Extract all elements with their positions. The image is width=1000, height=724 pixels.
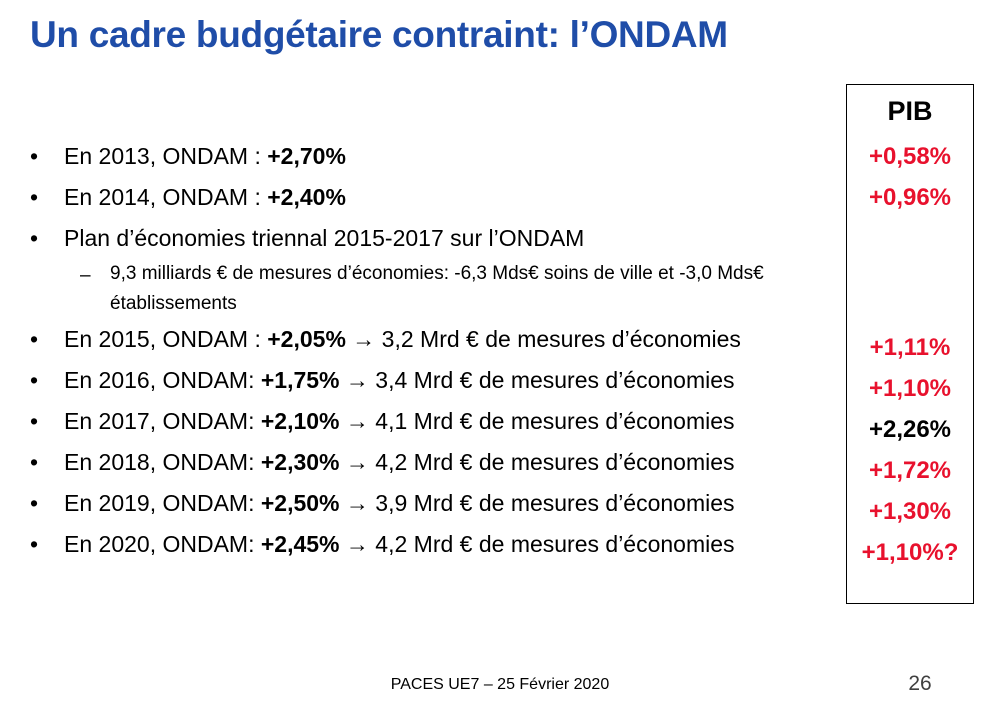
bullet-text-pre: 9,3 milliards € de mesures d’économies: -6,3 Mds€ soins de ville et -3,0 Mds€ établissements: [110, 263, 764, 314]
bullet-text-pre: En 2017, ONDAM:: [64, 408, 261, 434]
bullet-text: [64, 177, 346, 218]
pib-value: +0,96%: [868, 184, 952, 211]
bullet-text-emphasis: +2,50%: [260, 490, 340, 516]
bullet-text-post: → 4,2 Mrd € de mesures d’économies: [339, 531, 735, 557]
bullet-marker-icon: •: [30, 326, 39, 352]
bullet-text-pre: En 2014, ONDAM :: [64, 184, 268, 210]
bullet-text-emphasis: +2,10%: [260, 408, 340, 434]
bullet-text: [64, 218, 584, 259]
pib-value: +1,10%?: [861, 539, 959, 566]
pib-value: +1,72%: [868, 457, 952, 484]
bullet-text-pre: En 2013, ONDAM :: [64, 143, 268, 169]
bullet-list: [24, 136, 844, 565]
bullet-item: [24, 136, 844, 177]
bullet-text-pre: En 2016, ONDAM:: [64, 367, 261, 393]
pib-value: +2,26%: [868, 416, 952, 443]
bullet-text: [64, 483, 735, 524]
bullet-text-post: → 4,2 Mrd € de mesures d’économies: [339, 449, 735, 475]
bullet-text: [64, 360, 735, 401]
bullet-text-post: → 4,1 Mrd € de mesures d’économies: [339, 408, 735, 434]
slide-number: 26: [908, 672, 932, 695]
bullet-item: [24, 218, 844, 259]
bullet-text: [64, 401, 735, 442]
bullet-text: [64, 442, 735, 483]
bullet-text-emphasis: +2,40%: [267, 184, 346, 210]
bullet-marker-icon: •: [30, 143, 39, 169]
bullet-text-pre: En 2020, ONDAM:: [64, 531, 261, 557]
bullet-text: [64, 319, 741, 360]
bullet-text-emphasis: +2,70%: [267, 143, 346, 169]
pib-value: +1,10%: [868, 375, 952, 402]
bullet-marker-icon: •: [30, 184, 39, 210]
bullet-item: [24, 319, 844, 360]
bullet-text-pre: En 2018, ONDAM:: [64, 449, 261, 475]
bullet-marker-icon: •: [30, 225, 39, 251]
bullet-item: [24, 483, 844, 524]
bullet-item: [24, 524, 844, 565]
bullet-marker-icon: •: [30, 367, 39, 393]
bullet-marker-icon: •: [30, 490, 39, 516]
bullet-item: [24, 177, 844, 218]
footer-text: PACES UE7 – 25 Février 2020: [390, 676, 610, 693]
bullet-text-post: → 3,4 Mrd € de mesures d’économies: [339, 367, 735, 393]
bullet-text-pre: En 2019, ONDAM:: [64, 490, 261, 516]
bullet-text-emphasis: +1,75%: [260, 367, 340, 393]
bullet-text-emphasis: +2,05%: [267, 326, 346, 352]
pib-value: +1,11%: [869, 334, 951, 361]
pib-value: +1,30%: [868, 498, 952, 525]
bullet-text-pre: Plan d’économies triennal 2015-2017 sur l’ONDAM: [64, 225, 585, 251]
bullet-text-emphasis: +2,30%: [260, 449, 340, 475]
bullet-text: [64, 136, 346, 177]
bullet-text-pre: En 2015, ONDAM :: [64, 326, 268, 352]
page-title: Un cadre budgétaire contraint: l’ONDAM: [30, 14, 728, 55]
bullet-marker-icon: •: [30, 408, 39, 434]
bullet-item: [24, 442, 844, 483]
bullet-marker-icon: •: [30, 531, 39, 557]
bullet-marker-icon: –: [80, 265, 91, 286]
bullet-item: [24, 259, 844, 319]
bullet-item: [24, 401, 844, 442]
bullet-text-post: → 3,2 Mrd € de mesures d’économies: [345, 326, 741, 352]
pib-value: +0,58%: [868, 143, 952, 170]
bullet-item: [24, 360, 844, 401]
bullet-text: [64, 524, 735, 565]
bullet-text: [110, 259, 840, 319]
bullet-text-post: → 3,9 Mrd € de mesures d’économies: [339, 490, 735, 516]
pib-column-header: PIB: [887, 96, 933, 126]
bullet-text-emphasis: +2,45%: [260, 531, 340, 557]
bullet-marker-icon: •: [30, 449, 39, 475]
